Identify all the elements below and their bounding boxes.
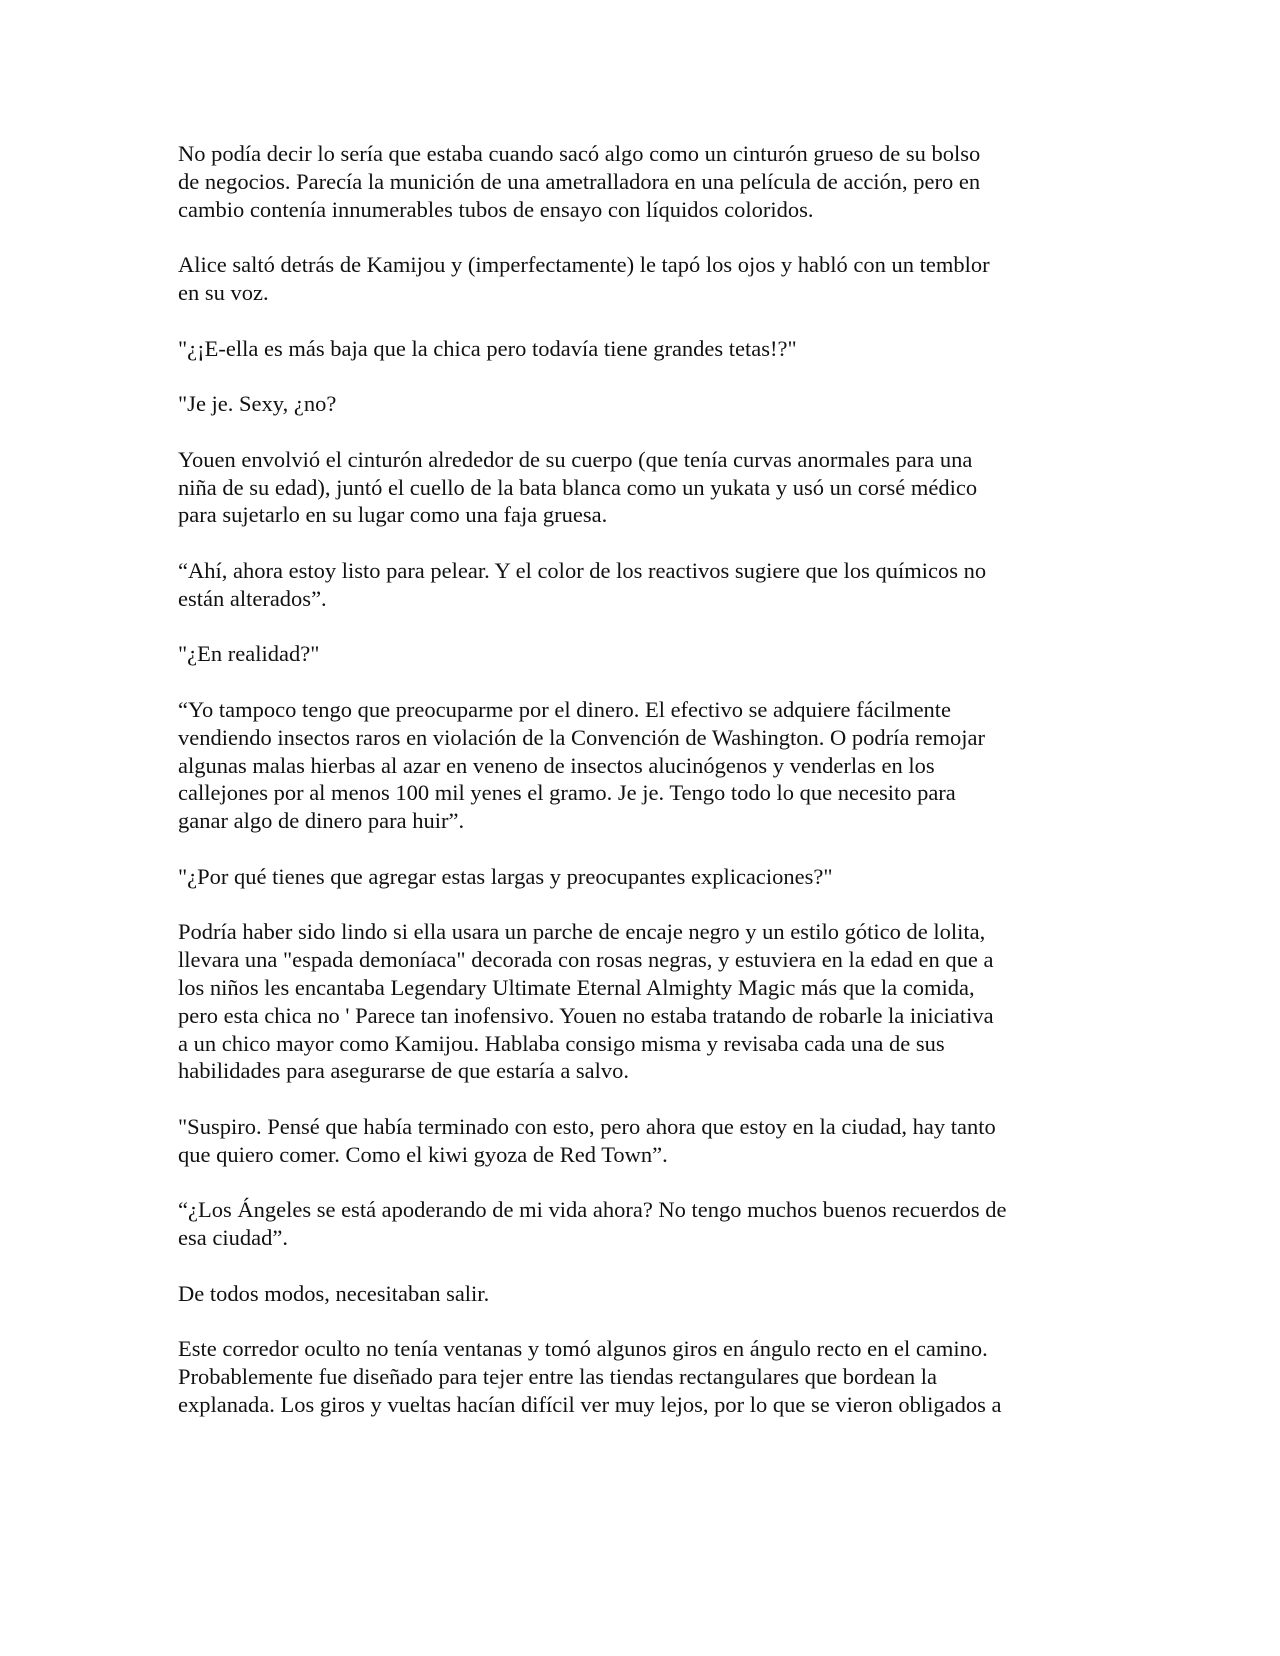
paragraph xyxy=(178,1335,1108,1418)
document-page xyxy=(178,140,1108,1446)
text-line: “Yo tampoco tengo que preocuparme por el dinero. El efectivo se adquiere fácilmente xyxy=(178,696,952,722)
text-line: esa ciudad”. xyxy=(178,1225,288,1251)
text-line: que quiero comer. Como el kiwi gyoza de Red Town”. xyxy=(178,1141,668,1167)
text-line: pero esta chica no ' Parece tan inofensivo. Youen no estaba tratando de robarle la iniciativa xyxy=(178,1002,994,1028)
text-line: "Suspiro. Pensé que había terminado con esto, pero ahora que estoy en la ciudad, hay tanto xyxy=(178,1113,996,1139)
text-line: Probablemente fue diseñado para tejer entre las tiendas rectangulares que bordean la xyxy=(178,1364,938,1390)
paragraph xyxy=(178,640,1108,668)
text-line: están alterados”. xyxy=(178,585,327,611)
paragraph xyxy=(178,140,1108,223)
paragraph xyxy=(178,1280,1108,1308)
text-line: cambio contenía innumerables tubos de ensayo con líquidos coloridos. xyxy=(178,196,814,222)
text-line: Youen envolvió el cinturón alrededor de su cuerpo (que tenía curvas anormales para una xyxy=(178,446,973,472)
text-line: No podía decir lo sería que estaba cuando sacó algo como un cinturón grueso de su bolso xyxy=(178,141,981,166)
paragraph xyxy=(178,251,1108,307)
text-line: explanada. Los giros y vueltas hacían difícil ver muy lejos, por lo que se vieron obligados a xyxy=(178,1391,1002,1417)
paragraph xyxy=(178,1196,1108,1252)
text-line: Este corredor oculto no tenía ventanas y tomó algunos giros en ángulo recto en el camino. xyxy=(178,1336,988,1362)
paragraph xyxy=(178,918,1108,1085)
text-line: Alice saltó detrás de Kamijou y (imperfectamente) le tapó los ojos y habló con un temblor xyxy=(178,252,990,278)
text-line: Podría haber sido lindo si ella usara un parche de encaje negro y un estilo gótico de lolita, xyxy=(178,919,986,945)
paragraph xyxy=(178,1113,1108,1169)
text-line: “¿Los Ángeles se está apoderando de mi vida ahora? No tengo muchos buenos recuerdos de xyxy=(178,1197,1007,1223)
text-line: "¿En realidad?" xyxy=(178,641,320,667)
text-line: "¿¡E-ella es más baja que la chica pero todavía tiene grandes tetas!?" xyxy=(178,335,797,361)
text-line: "¿Por qué tienes que agregar estas largas y preocupantes explicaciones?" xyxy=(178,863,833,889)
text-line: de negocios. Parecía la munición de una ametralladora en una película de acción, pero en xyxy=(178,168,981,194)
paragraph xyxy=(178,446,1108,529)
text-line: vendiendo insectos raros en violación de la Convención de Washington. O podría remojar xyxy=(178,724,985,750)
text-line: para sujetarlo en su lugar como una faja gruesa. xyxy=(178,502,608,528)
paragraph xyxy=(178,863,1108,891)
text-line: en su voz. xyxy=(178,279,269,305)
text-line: llevara una "espada demoníaca" decorada con rosas negras, y estuviera en la edad en que a xyxy=(178,947,994,973)
paragraph xyxy=(178,335,1108,363)
text-line: niña de su edad), juntó el cuello de la bata blanca como un yukata y usó un corsé médico xyxy=(178,474,978,500)
text-line: a un chico mayor como Kamijou. Hablaba consigo misma y revisaba cada una de sus xyxy=(178,1030,945,1056)
paragraph xyxy=(178,390,1108,418)
text-line: "Je je. Sexy, ¿no? xyxy=(178,391,337,417)
text-line: De todos modos, necesitaban salir. xyxy=(178,1280,490,1306)
paragraph xyxy=(178,557,1108,613)
text-line: “Ahí, ahora estoy listo para pelear. Y el color de los reactivos sugiere que los químicos no xyxy=(178,557,987,583)
text-line: callejones por al menos 100 mil yenes el gramo. Je je. Tengo todo lo que necesito para xyxy=(178,780,956,806)
text-line: ganar algo de dinero para huir”. xyxy=(178,808,465,834)
text-line: los niños les encantaba Legendary Ultimate Eternal Almighty Magic más que la comida, xyxy=(178,974,975,1000)
text-line: habilidades para asegurarse de que estaría a salvo. xyxy=(178,1058,630,1084)
paragraph xyxy=(178,696,1108,835)
text-line: algunas malas hierbas al azar en veneno de insectos alucinógenos y venderlas en los xyxy=(178,752,935,778)
